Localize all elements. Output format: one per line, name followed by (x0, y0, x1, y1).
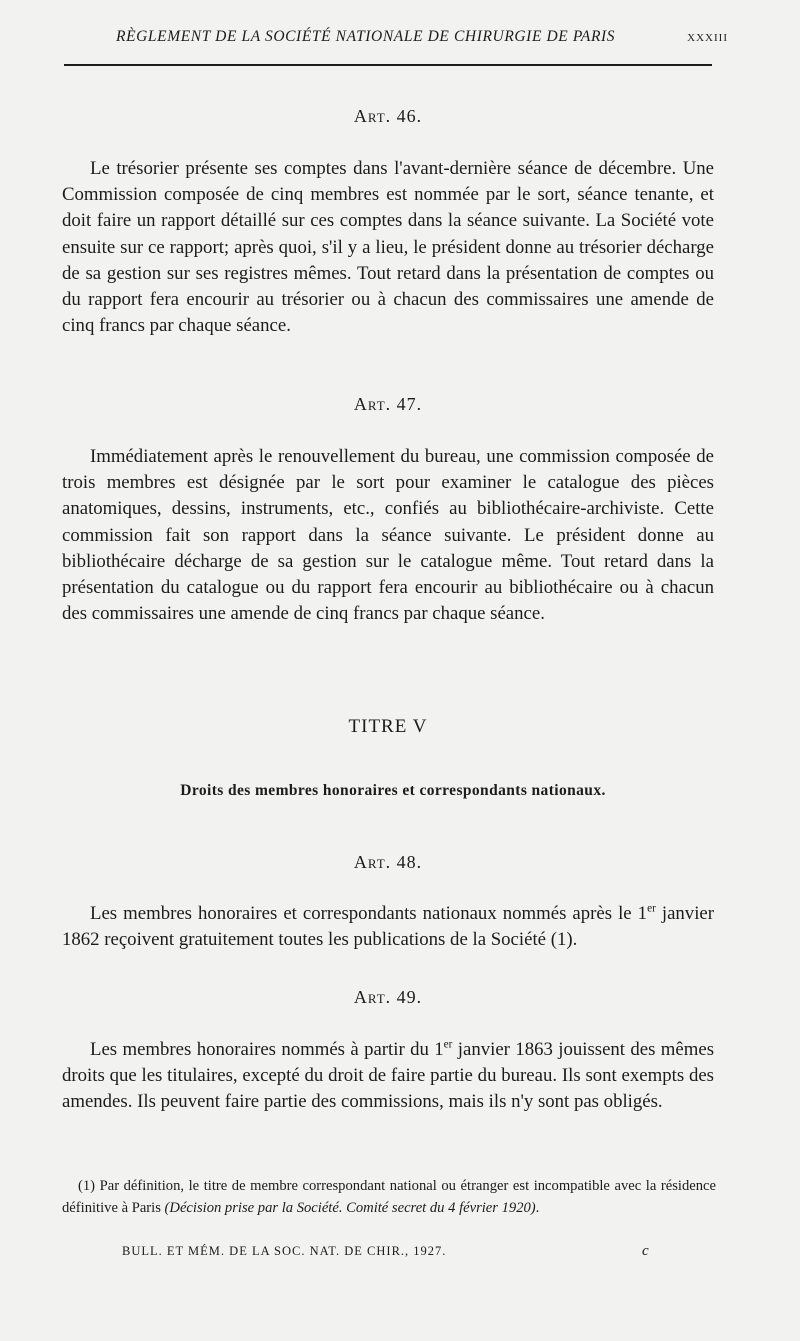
article-46-heading: Art. 46. (353, 106, 423, 126)
article-49-heading: Art. 49. (353, 987, 423, 1007)
article-48-heading: Art. 48. (353, 852, 423, 872)
footnote-end: . (535, 1199, 540, 1216)
article-49-text-a: Les membres honoraires nommés à partir du 1 (90, 1039, 444, 1060)
footnote-text: (1) Par définition, le titre de membre correspondant national ou étranger est incompatible avec la résidence définitive à Paris (62, 1178, 716, 1216)
article-46-text: Le trésorier présente ses comptes dans l'avant-dernière séance de décembre. Une Commission composée de cinq membres est nommée par le sort, séance tenante, et doit faire un rapport détaillé sur ces comptes dans la séance suivante. La Société vote ensuite sur ce rapport; après quoi, s'il y a lieu, le président donne au trésorier décharge de sa gestion sur ses registres mêmes. Tout retard dans la présentation de comptes ou du rapport fera encourir au trésorier ou à chacun des commissaires une amende de cinq francs par chaque séance. (62, 158, 714, 337)
header-rule (64, 64, 712, 66)
running-title: RÈGLEMENT DE LA SOCIÉTÉ NATIONALE DE CHIRURGIE DE PARIS (116, 28, 616, 45)
signature-mark: c (642, 1243, 649, 1259)
imprint-line: BULL. ET MÉM. DE LA SOC. NAT. DE CHIR., 1927. (122, 1244, 447, 1258)
article-49-text-b: janvier 1863 jouissent des mêmes droits que les titulaires, excepté du droit de faire partie du bureau. Ils sont exempts des amendes. Ils peuvent faire partie des commissions, mais ils n'y sont pas obligés. (62, 1039, 714, 1113)
article-47-heading: Art. 47. (353, 394, 423, 414)
article-47-text: Immédiatement après le renouvellement du bureau, une commission composée de trois membres est désignée par le sort pour examiner le catalogue des pièces anatomiques, dessins, instruments, etc., confiés au bibliothécaire-archiviste. Cette commission fait son rapport dans la séance suivante. Le président donne au bibliothécaire décharge de sa gestion sur le catalogue même. Tout retard dans la présentation du catalogue ou du rapport fera encourir au bibliothécaire ou à chacun des commissaires une amende de cinq francs par chaque séance. (62, 446, 714, 625)
article-48-text (62, 901, 714, 953)
article-49-sup: er (443, 1038, 453, 1051)
footnote-decision: (Décision prise par la Société. Comité secret du 4 février 1920) (164, 1199, 536, 1216)
article-48-text-b: janvier 1862 reçoivent gratuitement toutes les publications de la Société (1). (62, 903, 715, 951)
titre-subtitle: Droits des membres honoraires et correspondants nationaux. (180, 782, 606, 799)
titre-heading: TITRE V (348, 716, 428, 737)
page-folio: xxxiii (687, 28, 728, 45)
article-48-sup: er (647, 902, 656, 915)
footnote (62, 1176, 716, 1219)
article-48-text-a: Les membres honoraires et correspondants nationaux nommés après le 1 (90, 903, 648, 924)
article-49-text (62, 1037, 714, 1116)
